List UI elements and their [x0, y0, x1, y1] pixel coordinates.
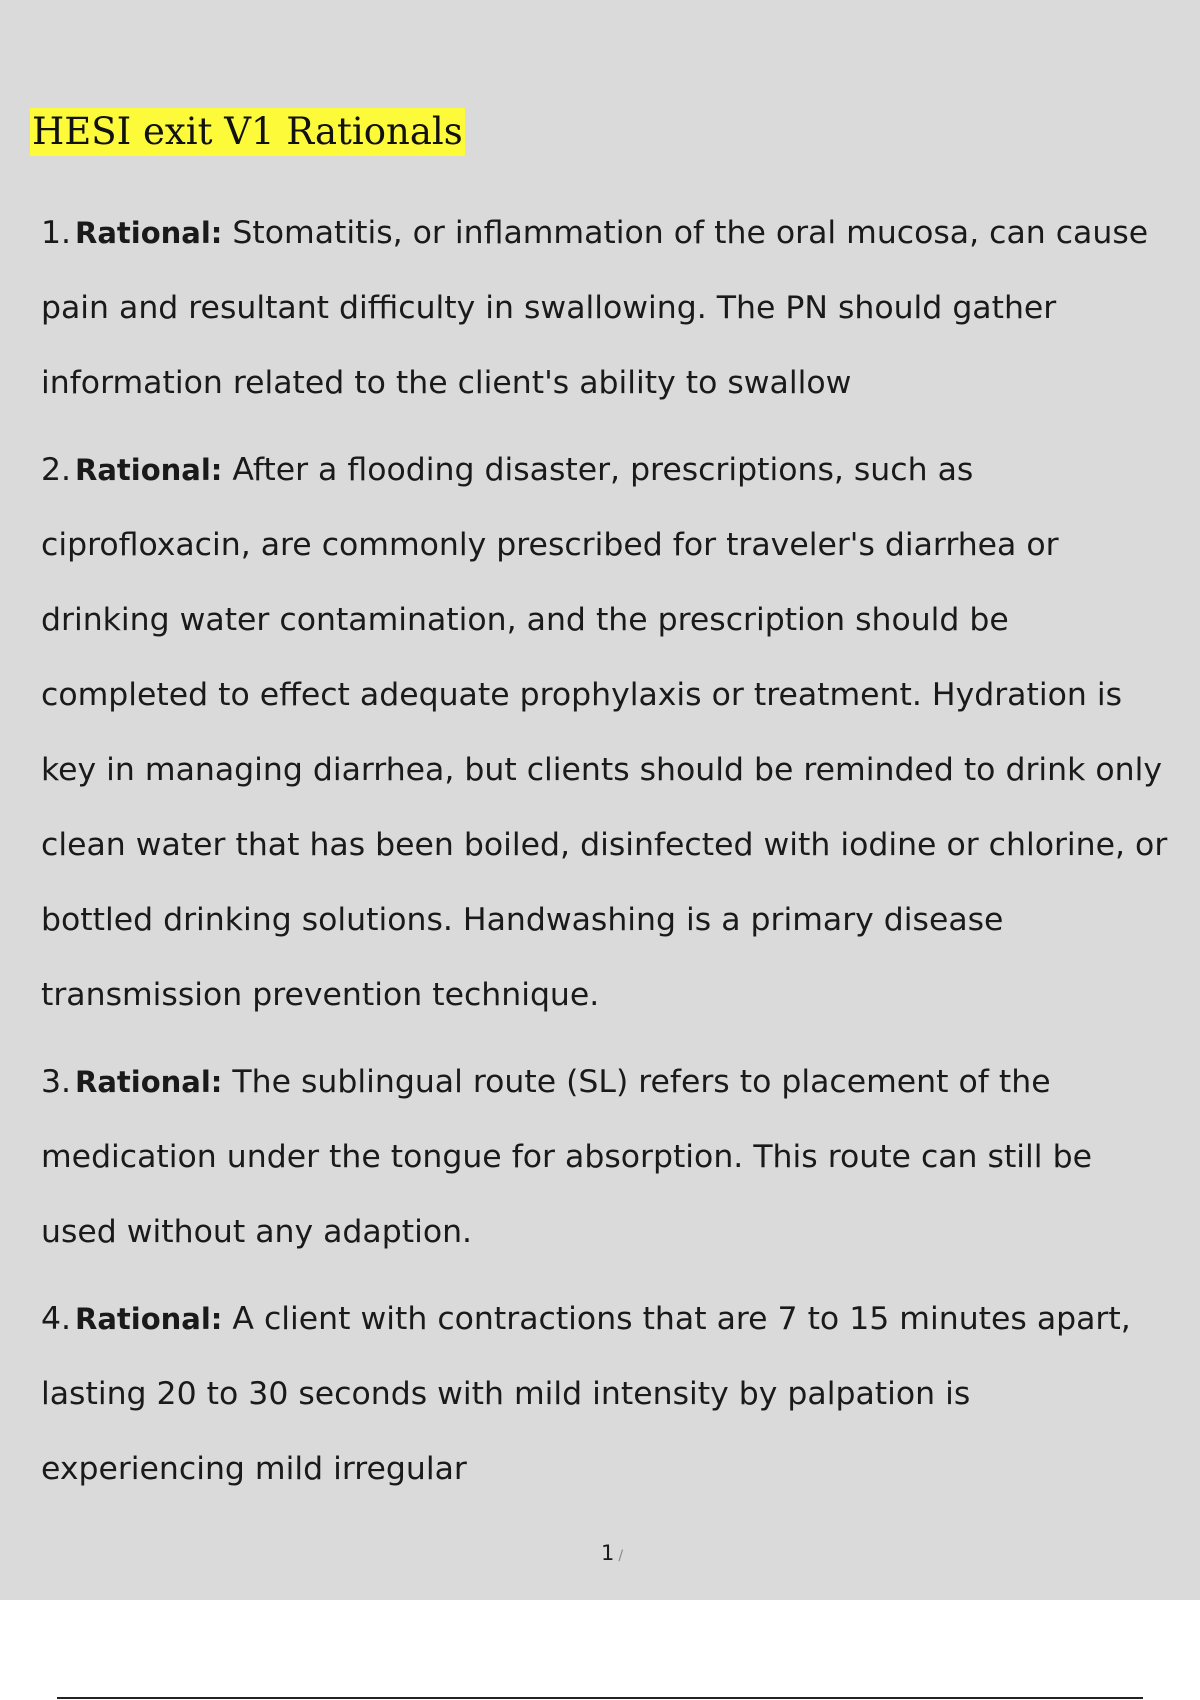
rationale-line: used without any adaption.	[41, 1214, 473, 1250]
rationale-line: clean water that has been boiled, disinfected with iodine or chlorine, or	[41, 827, 1168, 863]
rationale-line	[41, 1045, 1197, 1120]
rationale-line: information related to the client's ability to swallow	[41, 365, 852, 401]
rationale-label: Rational:	[75, 216, 223, 250]
item-number: 2.	[41, 452, 72, 488]
rationale-line: ciprofloxacin, are commonly prescribed for traveler's diarrhea or	[41, 527, 1059, 563]
rationale-line: drinking water contamination, and the prescription should be	[41, 602, 1009, 638]
document-title: HESI exit V1 Rationals	[30, 108, 465, 156]
rationale-item-2	[41, 433, 1197, 1033]
rationale-line: experiencing mild irregular	[41, 1451, 467, 1487]
item-number: 3.	[41, 1064, 72, 1100]
rationale-line	[41, 1282, 1197, 1357]
rationale-label: Rational:	[75, 1302, 223, 1336]
rationale-line: transmission prevention technique.	[41, 977, 600, 1013]
rationale-item-4	[41, 1282, 1197, 1507]
rationale-text: Stomatitis, or inflammation of the oral mucosa, can cause	[232, 215, 1149, 251]
rationale-label: Rational:	[75, 1065, 223, 1099]
rationale-line: key in managing diarrhea, but clients should be reminded to drink only	[41, 752, 1163, 788]
rationale-text: The sublingual route (SL) refers to placement of the	[232, 1064, 1051, 1100]
rationale-line: bottled drinking solutions. Handwashing is a primary disease	[41, 902, 1004, 938]
rationale-line: medication under the tongue for absorption. This route can still be	[41, 1139, 1092, 1175]
rationale-line: lasting 20 to 30 seconds with mild intensity by palpation is	[41, 1376, 971, 1412]
rationale-line: pain and resultant difficulty in swallowing. The PN should gather	[41, 290, 1057, 326]
next-page-divider	[57, 1697, 1143, 1699]
rationale-line: completed to effect adequate prophylaxis or treatment. Hydration is	[41, 677, 1122, 713]
rationale-line	[41, 196, 1197, 271]
rationale-label: Rational:	[75, 453, 223, 487]
rationale-item-3	[41, 1045, 1197, 1270]
rationale-list	[41, 196, 1197, 1507]
page-number-value: 1	[601, 1541, 615, 1565]
page-number	[601, 1541, 623, 1565]
rationale-item-1	[41, 196, 1197, 421]
rationale-text: After a flooding disaster, prescriptions, such as	[232, 452, 974, 488]
item-number: 1.	[41, 215, 72, 251]
rationale-line	[41, 433, 1197, 508]
page-number-separator: /	[618, 1548, 624, 1564]
item-number: 4.	[41, 1301, 72, 1337]
rationale-text: A client with contractions that are 7 to 15 minutes apart,	[232, 1301, 1131, 1337]
